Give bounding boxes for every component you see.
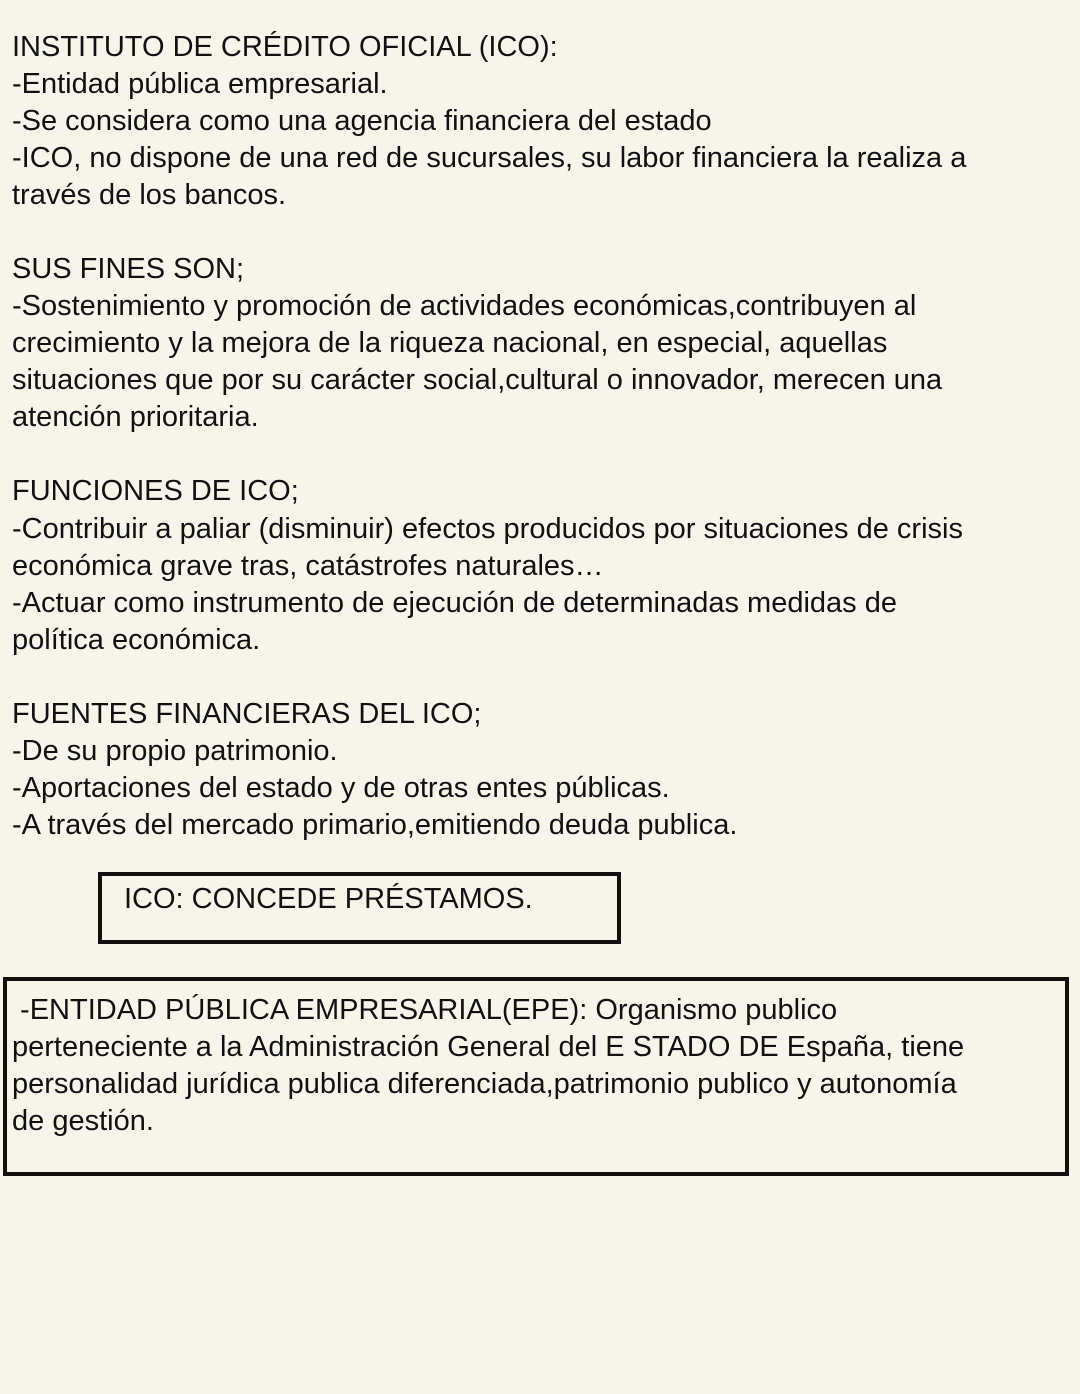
text-line: -Actuar como instrumento de ejecución de determinadas medidas de (12, 587, 897, 619)
text-line: atención prioritaria. (12, 401, 259, 433)
text-line: perteneciente a la Administración General del E STADO DE España, tiene (12, 1031, 965, 1063)
text-line: -Entidad pública empresarial. (12, 68, 388, 100)
prestamos-text: ICO: CONCEDE PRÉSTAMOS. (124, 883, 533, 915)
text-line: política económica. (12, 624, 261, 656)
text-line: situaciones que por su carácter social,cultural o innovador, merecen una (12, 364, 943, 396)
text-line: personalidad jurídica publica diferenciada,patrimonio publico y autonomía (12, 1068, 957, 1100)
text-line: -Sostenimiento y promoción de actividades económicas,contribuyen al (12, 290, 917, 322)
text-line: -Aportaciones del estado y de otras entes públicas. (12, 772, 670, 804)
text-line: de gestión. (12, 1105, 154, 1137)
text-line: través de los bancos. (12, 179, 287, 211)
text-line: crecimiento y la mejora de la riqueza nacional, en especial, aquellas (12, 327, 888, 359)
section-heading: FUNCIONES DE ICO; (12, 475, 299, 507)
text-line: -De su propio patrimonio. (12, 735, 338, 767)
text-line: -Contribuir a paliar (disminuir) efectos producidos por situaciones de crisis (12, 513, 963, 545)
text-line: económica grave tras, catástrofes naturales… (12, 550, 604, 582)
text-line: -A través del mercado primario,emitiendo deuda publica. (12, 809, 738, 841)
section-heading: SUS FINES SON; (12, 253, 245, 285)
text-line: -ENTIDAD PÚBLICA EMPRESARIAL(EPE): Organismo publico (12, 994, 838, 1026)
section-heading: INSTITUTO DE CRÉDITO OFICIAL (ICO): (12, 31, 558, 63)
text-line: -Se considera como una agencia financiera del estado (12, 105, 712, 137)
section-heading: FUENTES FINANCIERAS DEL ICO; (12, 698, 482, 730)
text-line: -ICO, no dispone de una red de sucursales, su labor financiera la realiza a (12, 142, 967, 174)
